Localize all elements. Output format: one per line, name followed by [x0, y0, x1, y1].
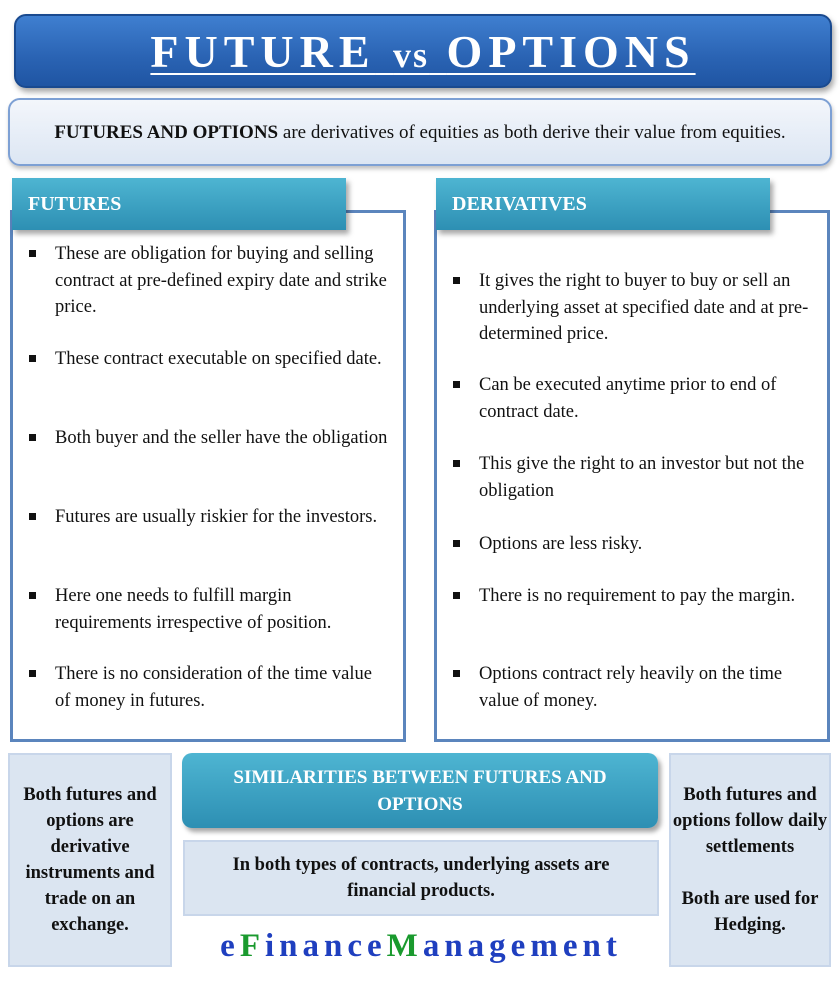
- derivatives-item: This give the right to an investor but not the obligation: [437, 451, 827, 504]
- brand-e: e: [220, 927, 240, 964]
- futures-item: There is no consideration of the time value of money in futures.: [13, 661, 403, 714]
- intro-rest: are derivatives of equities as both derive their value from equities.: [278, 121, 786, 143]
- title-word-vs: vs: [393, 34, 430, 75]
- futures-panel: [10, 210, 406, 742]
- intro-text: [54, 119, 785, 146]
- title-word-future: FUTURE: [150, 25, 376, 77]
- brand-f: F: [239, 927, 265, 964]
- futures-header: FUTURES: [12, 178, 346, 230]
- similarities-header: SIMILARITIES BETWEEN FUTURES AND OPTIONS: [182, 753, 658, 828]
- futures-item: Futures are usually riskier for the investors.: [13, 504, 403, 531]
- derivatives-item: It gives the right to buyer to buy or sell an underlying asset at specified date and at pre-determined price.: [437, 268, 827, 348]
- intro-bold: FUTURES AND OPTIONS: [54, 121, 279, 143]
- brand-m: M: [386, 927, 423, 964]
- title-banner: [14, 14, 832, 88]
- similarity-right-text-1: Both futures and options follow daily settlements: [672, 785, 828, 857]
- similarity-center-box: [183, 840, 659, 916]
- futures-item: These are obligation for buying and selling contract at pre-defined expiry date and strike price.: [13, 241, 403, 321]
- similarity-right-text-2: Both are used for Hedging.: [681, 889, 819, 935]
- derivatives-item: Options contract rely heavily on the time value of money.: [437, 661, 827, 714]
- brand-logo: [183, 924, 659, 968]
- derivatives-item: Options are less risky.: [437, 531, 827, 558]
- brand-anagement: anagement: [422, 927, 622, 964]
- similarity-center-text: In both types of contracts, underlying assets are financial products.: [232, 855, 610, 901]
- brand-inance: inance: [265, 927, 387, 964]
- similarity-right-box: [669, 753, 831, 967]
- intro-box: [8, 98, 832, 166]
- similarity-left-text: Both futures and options are derivative instruments and trade on an exchange.: [23, 785, 157, 935]
- similarity-left-box: [8, 753, 172, 967]
- derivatives-item: There is no requirement to pay the margin.: [437, 583, 827, 610]
- title-word-options: OPTIONS: [446, 25, 696, 77]
- page-title: [150, 25, 695, 78]
- derivatives-header: DERIVATIVES: [436, 178, 770, 230]
- futures-item: Here one needs to fulfill margin requirements irrespective of position.: [13, 583, 403, 636]
- derivatives-panel: [434, 210, 830, 742]
- futures-item: These contract executable on specified date.: [13, 346, 403, 373]
- futures-item: Both buyer and the seller have the obligation: [13, 425, 403, 452]
- derivatives-item: Can be executed anytime prior to end of contract date.: [437, 372, 827, 425]
